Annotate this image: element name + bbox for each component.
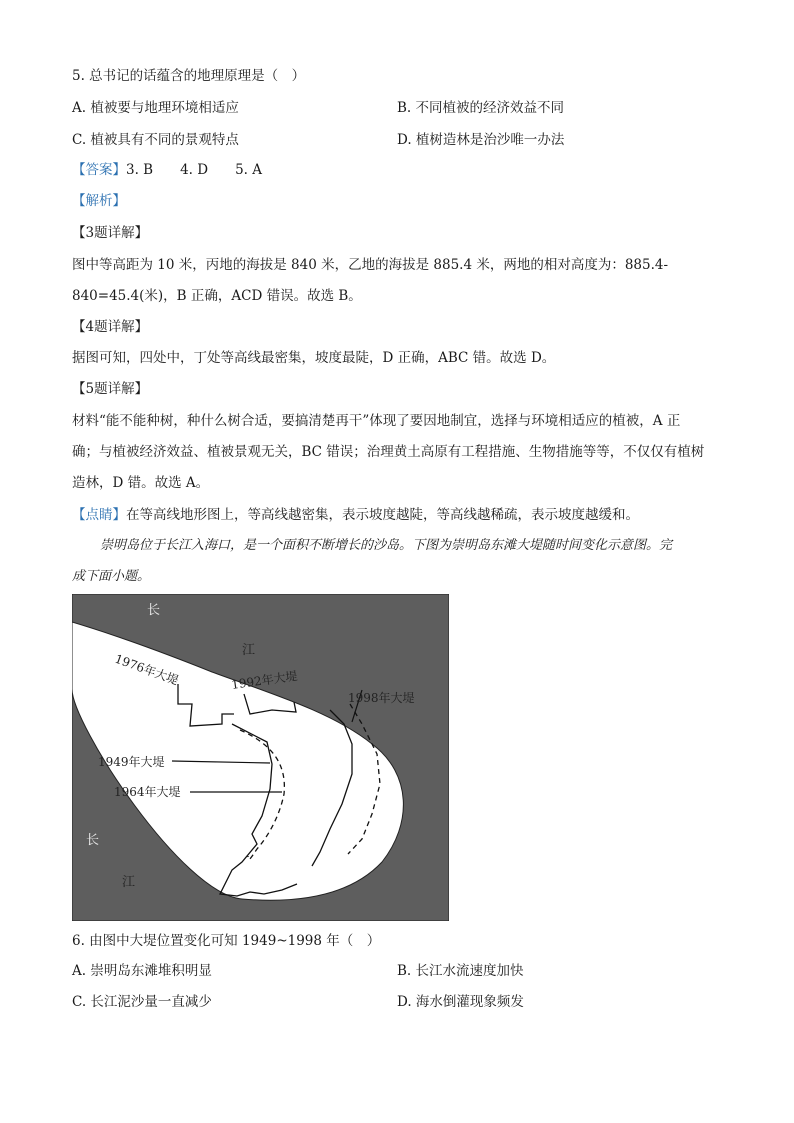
q5-option-d: D. 植树造林是治沙唯一办法: [397, 132, 565, 148]
label-dike-1964: 1964年大堤: [114, 785, 181, 799]
q6-stem: 6. 由图中大堤位置变化可知 1949~1998 年（ ）: [72, 933, 381, 949]
analysis-tag-text: 【解析】: [72, 193, 126, 209]
label-dike-1992: 1992年大堤: [230, 668, 299, 692]
intro-line2: 成下面小题。: [72, 569, 151, 584]
detail5-line1: 材料“能不能种树，种什么树合适，要搞清楚再干”体现了要因地制宜，选择与环境相适应的植被，A 正: [72, 413, 681, 429]
detail4-line1: 据图可知，四处中，丁处等高线最密集，坡度最陡，D 正确，ABC 错。故选 D。: [72, 350, 556, 366]
answer-line: [72, 161, 262, 179]
label-river-bottom-2: 江: [122, 875, 136, 890]
tip-text: 在等高线地形图上，等高线越密集，表示坡度越陡，等高线越稀疏，表示坡度越缓和。: [126, 507, 639, 523]
tip-tag: 【点睛】: [72, 507, 126, 523]
label-dike-1998: 1998年大堤: [348, 691, 415, 705]
tip-line: [72, 506, 639, 524]
detail5-tag: 【5题详解】: [72, 381, 149, 397]
intro-line1: 崇明岛位于长江入海口，是一个面积不断增长的沙岛。下图为崇明岛东滩大堤随时间变化示意图。完: [100, 538, 673, 553]
label-dike-1976: 1976年大堤: [112, 651, 181, 688]
q6-option-c: C. 长江泥沙量一直减少: [72, 994, 212, 1010]
q5-option-a: A. 植被要与地理环境相适应: [72, 100, 239, 116]
detail3-line1: 图中等高距为 10 米，丙地的海拔是 840 米，乙地的海拔是 885.4 米，两地的相对高度为：885.4-: [72, 257, 669, 273]
detail3-line2: 840=45.4(米)，B 正确，ACD 错误。故选 B。: [72, 288, 362, 304]
detail3-tag: 【3题详解】: [72, 225, 149, 241]
q5-option-c: C. 植被具有不同的景观特点: [72, 132, 239, 148]
label-river-bottom-1: 长: [86, 833, 100, 848]
detail4-tag: 【4题详解】: [72, 319, 149, 335]
q6-option-b: B. 长江水流速度加快: [397, 963, 524, 979]
answer-tag: 【答案】: [72, 162, 126, 178]
detail5-line3: 造林，D 错。故选 A。: [72, 475, 210, 491]
answer-text: 3. B 4. D 5. A: [126, 162, 263, 178]
q6-option-a: A. 崇明岛东滩堆积明显: [72, 963, 212, 979]
q6-option-d: D. 海水倒灌现象频发: [397, 994, 524, 1010]
label-river-top-1: 长: [147, 603, 161, 618]
q5-option-b: B. 不同植被的经济效益不同: [397, 100, 565, 116]
label-dike-1949: 1949年大堤: [98, 755, 165, 769]
q5-stem: 5. 总书记的话蕴含的地理原理是（ ）: [72, 68, 306, 84]
label-river-top-2: 江: [242, 643, 256, 658]
detail5-line2: 确；与植被经济效益、植被景观无关，BC 错误；治理黄土高原有工程措施、生物措施等等，不仅仅有植树: [72, 444, 705, 460]
analysis-tag: [72, 192, 126, 210]
chongming-dike-map: [72, 594, 449, 921]
